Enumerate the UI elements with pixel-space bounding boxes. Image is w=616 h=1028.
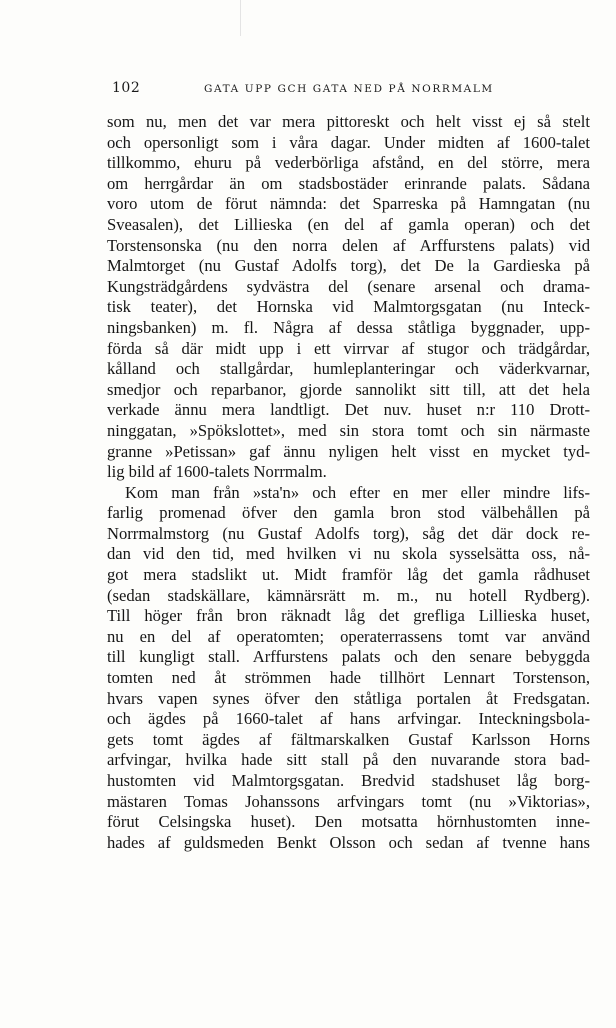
body-text [107,112,590,853]
text-line: till kungligt stall. Arffurstens palats och den senare bebyggda [107,647,590,667]
page-number: 102 [112,80,141,96]
text-line: om herrgårdar än om stadsbostäder erinrande palats. Sådana [107,173,590,193]
text-line: mästaren Tomas Johanssons arfvingars tomt (nu »Viktorias», [107,791,590,811]
paragraph-end-line: lig bild af 1600-talets Norrmalm. [107,462,327,482]
text-line: hustomten vid Malmtorgsgatan. Bredvid stadshuset låg borg- [107,771,590,790]
text-line: Sveasalen), det Lillieska (en del af gamla operan) och det [107,214,590,234]
text-line: Torstensonska (nu den norra delen af Arffurstens palats) vid [107,235,590,255]
text-line: verkade ännu mera landtligt. Det nuv. huset n:r 110 Drott- [107,400,590,420]
text-line: farlig promenad öfver den gamla bron stod välbehållen på [107,503,590,523]
text-line: hvars vapen synes öfver den ståtliga portalen åt Fredsgatan. [107,688,590,708]
text-line: Kungsträdgårdens sydvästra del (senare arsenal och drama- [107,276,590,296]
text-line: tomten ned åt strömmen hade tillhört Lennart Torstenson, [107,668,590,688]
text-line: gets tomt ägdes af fältmarskalken Gustaf Karlsson Horns [107,729,590,749]
text-line: Malmtorget (nu Gustaf Adolfs torg), det De la Gardieska på [107,256,590,276]
text-line: som nu, men det var mera pittoreskt och helt visst ej så stelt [107,112,590,131]
text-line: förda så där midt upp i ett virrvar af stugor och trädgårdar, [107,338,590,358]
paragraph-start-line: Kom man från »sta'n» och efter en mer eller mindre lifs- [125,482,590,502]
text-line: dan vid den tid, med hvilken vi nu skola sysselsätta oss, nå- [107,544,590,564]
text-line: granne »Petissan» gaf ännu nyligen helt visst en mycket tyd- [107,441,590,461]
text-line: nu en del af operatomten; operaterrassens tomt var använd [107,626,590,646]
text-line: (sedan stadskällare, kämnärsrätt m. m., nu hotell Rydberg). [107,585,590,605]
text-line: smedjor och reparbanor, gjorde sannolikt sitt till, att det hela [107,379,590,399]
text-line: Till höger från bron räknadt låg det grefliga Lillieska huset, [107,606,590,626]
text-line: hades af guldsmeden Benkt Olsson och sedan af tvenne hans [107,832,590,852]
scan-margin-line [240,0,241,36]
running-title: GATA UPP GCH GATA NED PÅ NORRMALM [204,83,494,95]
text-line: förut Celsingska huset). Den motsatta hörnhustomten inne- [107,812,590,832]
text-line: och opersonligt som i våra dagar. Under midten af 1600-talet [107,132,590,152]
text-line: voro utom de förut nämnda: det Sparreska på Hamngatan (nu [107,194,590,214]
page-header [112,80,590,100]
text-line: tisk teater), det Hornska vid Malmtorgsgatan (nu Inteck- [107,297,590,317]
text-line: kålland och stallgårdar, humleplanteringar och väderkvarnar, [107,359,590,379]
text-line: Norrmalmstorg (nu Gustaf Adolfs torg), såg det där dock re- [107,523,590,543]
text-line: ningsbanken) m. fl. Några af dessa ståtliga byggnader, upp- [107,317,590,337]
text-line: tillkommo, ehuru på vederbörliga afstånd, en del större, mera [107,153,590,173]
text-line: got mera stadslikt ut. Midt framför låg det gamla rådhuset [107,565,590,585]
text-line: arfvingar, hvilka hade sitt stall på den nuvarande stora bad- [107,750,590,770]
text-line: ninggatan, »Spökslottet», med sin stora tomt och sin närmaste [107,420,590,440]
text-line: och ägdes på 1660-talet af hans arfvingar. Inteckningsbola- [107,709,590,729]
